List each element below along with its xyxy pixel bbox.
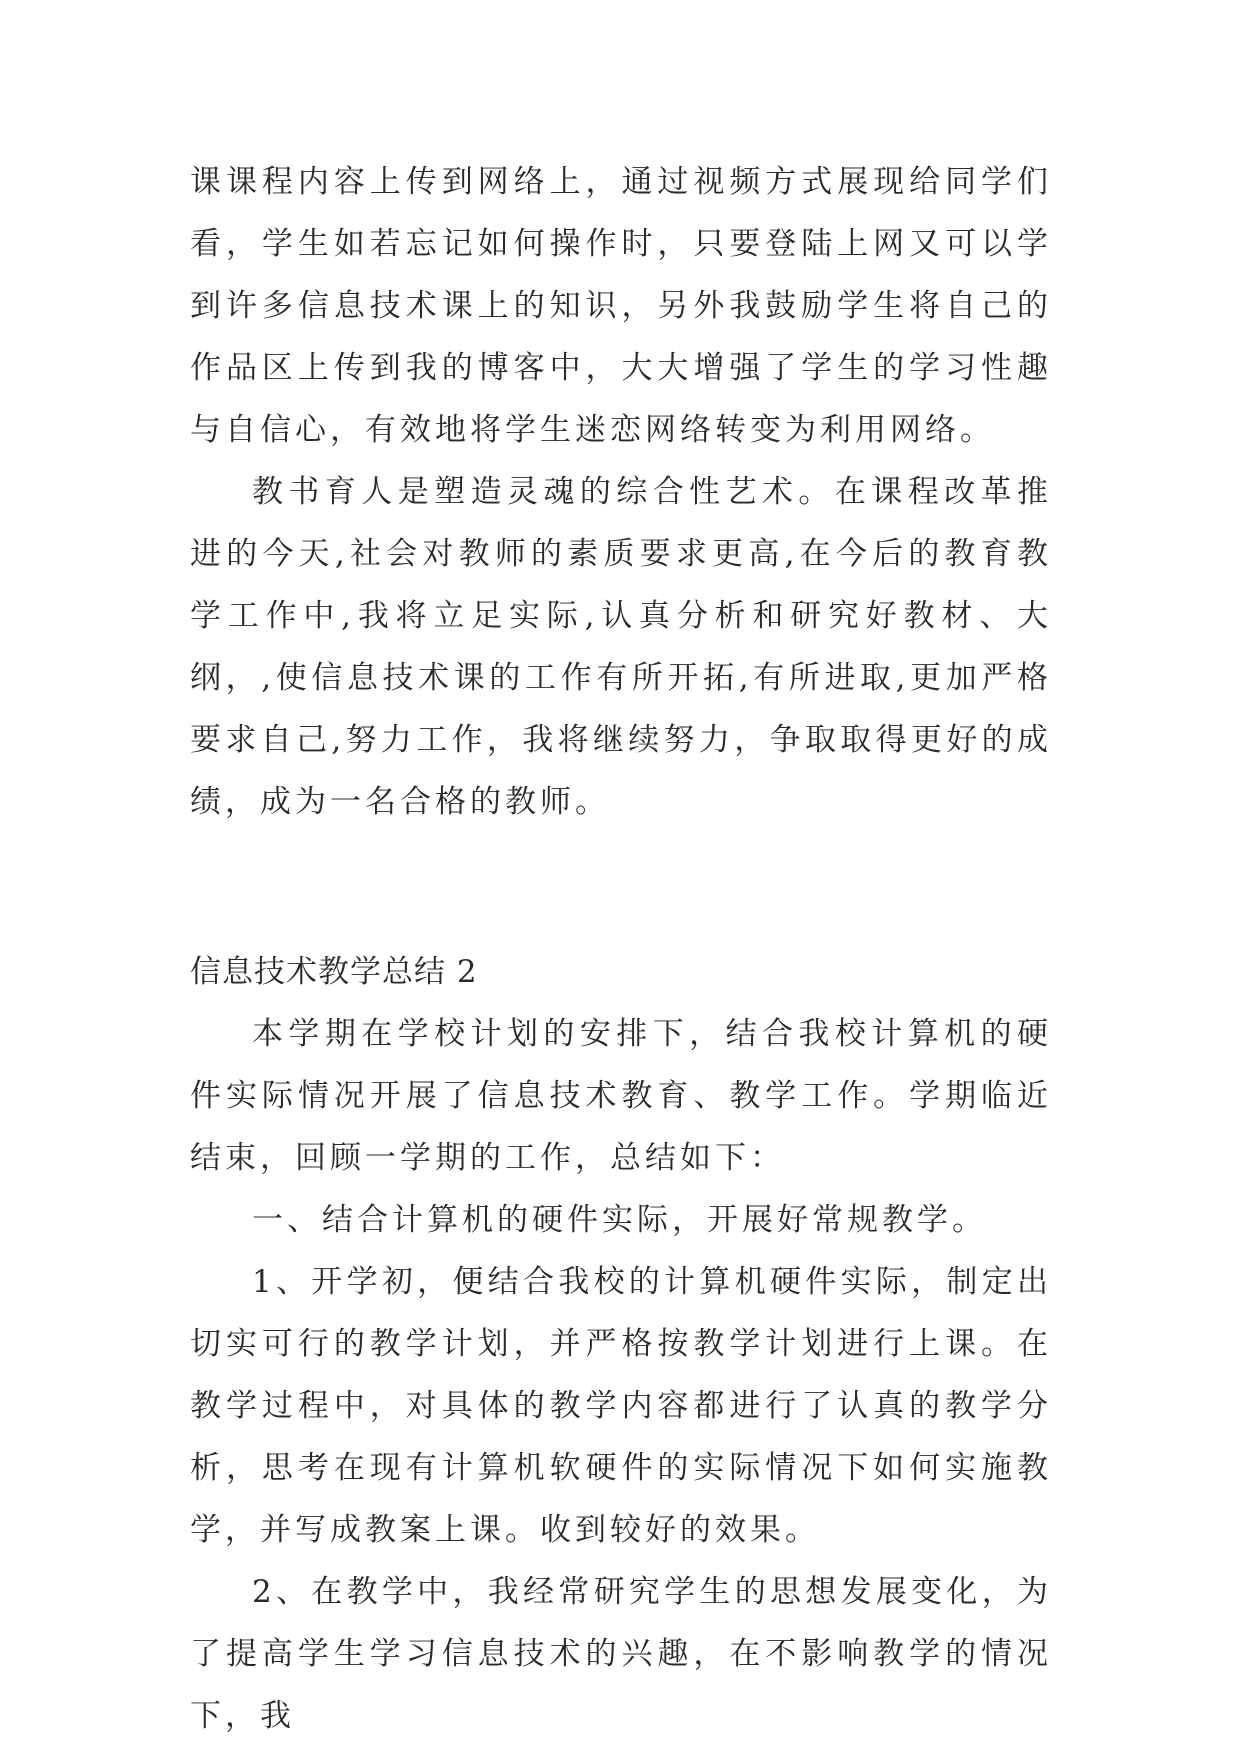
paragraph-point-one-heading: 一、结合计算机的硬件实际，开展好常规教学。 <box>252 1202 987 1238</box>
paragraph-intro: 本学期在学校计划的安排下，结合我校计算机的硬件实际情况开展了信息技术教育、教学工作。学期临近结束，回顾一学期的工作，总结如下： <box>190 1016 1052 1176</box>
section-one <box>190 151 1052 833</box>
paragraph-continuation: 课课程内容上传到网络上，通过视频方式展现给同学们看，学生如若忘记如何操作时，只要登陆上网又可以学到许多信息技术课上的知识，另外我鼓励学生将自己的作品区上传到我的博客中，大大增强了学生的学习性趣与自信心，有效地将学生迷恋网络转变为利用网络。 <box>190 164 1052 448</box>
section-two <box>190 1003 1052 1747</box>
paragraph-item-2: 2、在教学中，我经常研究学生的思想发展变化，为了提高学生学习信息技术的兴趣，在不影响教学的情况下，我 <box>190 1574 1052 1734</box>
paragraph-item-1: 1、开学初，便结合我校的计算机硬件实际，制定出切实可行的教学计划，并严格按教学计划进行上课。在教学过程中，对具体的教学内容都进行了认真的教学分析，思考在现有计算机软硬件的实际情况下如何实施教学，并写成教案上课。收到较好的效果。 <box>190 1264 1052 1548</box>
section-title: 信息技术教学总结 2 <box>190 954 478 990</box>
paragraph-conclusion: 教书育人是塑造灵魂的综合性艺术。在课程改革推进的今天,社会对教师的素质要求更高,在今后的教育教学工作中,我将立足实际,认真分析和研究好教材、大纲，,使信息技术课的工作有所开拓,有所进取,更加严格要求自己,努力工作，我将继续努力，争取取得更好的成绩，成为一名合格的教师。 <box>190 474 1052 820</box>
